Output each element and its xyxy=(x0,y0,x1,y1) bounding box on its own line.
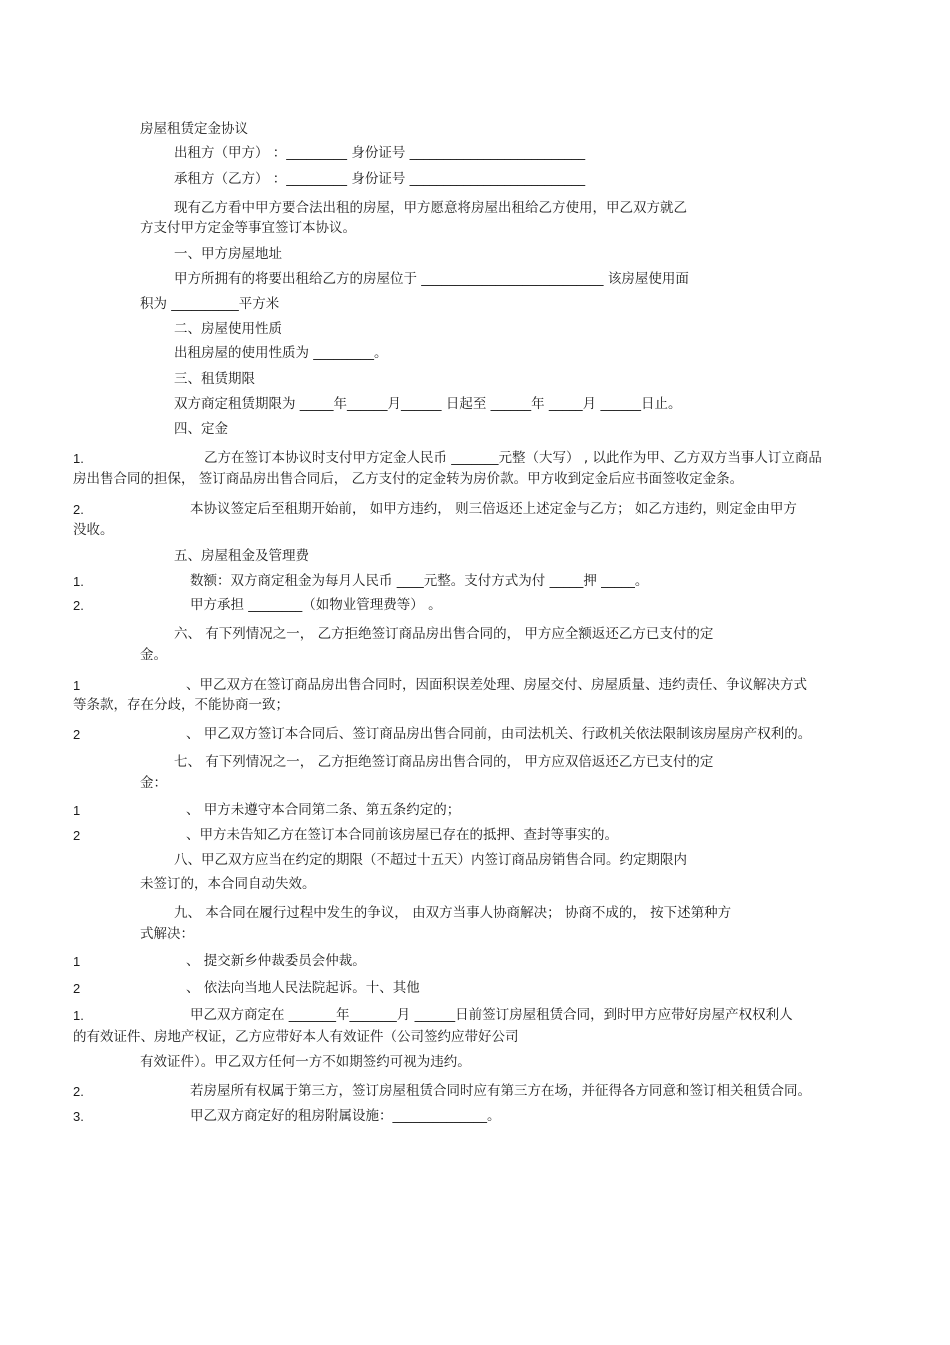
section-10-item-1-number: 1. xyxy=(73,1008,84,1023)
section-5-item-1-line-1: 数额：双方商定租金为每月人民币 ____元整。支付方式为付 _____押 _____。 xyxy=(190,573,649,589)
intro-line-2: 方支付甲方定金等事宜签订本协议。 xyxy=(140,220,356,236)
section-5-item-1-number: 1. xyxy=(73,574,84,589)
section-4-item-2-line-1: 本协议签定后至租期开始前， 如甲方违约， 则三倍返还上述定金与乙方； 如乙方违约，则定金由甲方 xyxy=(190,501,797,517)
section-4-item-1-line-2: 房出售合同的担保， 签订商品房出售合同后， 乙方支付的定金转为房价款。甲方收到定金后应书面签收定金条。 xyxy=(73,471,744,487)
section-10-item-1-line-2: 的有效证件、房地产权证，乙方应带好本人有效证件（公司签约应带好公司 xyxy=(73,1029,519,1045)
section-6-title-line-1: 六、 有下列情况之一， 乙方拒绝签订商品房出售合同的， 甲方应全额返还乙方已支付的定 xyxy=(174,626,714,642)
section-6-title-line-2: 金。 xyxy=(140,647,167,663)
section-9-item-1-number: 1 xyxy=(73,954,81,969)
section-9-line-1: 九、 本合同在履行过程中发生的争议， 由双方当事人协商解决； 协商不成的， 按下述第种方 xyxy=(174,905,732,921)
section-9-item-2-number: 2 xyxy=(73,981,81,996)
section-10-item-2-number: 2. xyxy=(73,1084,84,1099)
section-4-item-1-number: 1. xyxy=(73,451,84,466)
section-9-item-2-line-1: 、 依法向当地人民法院起诉。十、其他 xyxy=(186,980,420,996)
section-8-line-2: 未签订的，本合同自动失效。 xyxy=(140,876,316,892)
section-6-item-1-line-1: 、甲乙双方在签订商品房出售合同时，因面积误差处理、房屋交付、房屋质量、违约责任、争议解决方式 xyxy=(186,677,807,693)
section-7-item-2-number: 2 xyxy=(73,828,81,843)
section-10-item-1-line-3: 有效证件）。甲乙双方任何一方不如期签约可视为违约。 xyxy=(140,1054,471,1070)
section-1-title: 一、甲方房屋地址 xyxy=(174,246,282,262)
lessor-line: 出租方（甲方） ：_________ 身份证号 __________________________ xyxy=(174,145,586,161)
section-2-line-1: 出租房屋的使用性质为 _________。 xyxy=(174,345,388,361)
section-10-item-2-line-1: 若房屋所有权属于第三方，签订房屋租赁合同时应有第三方在场，并征得各方同意和签订相关租赁合同。 xyxy=(190,1083,811,1099)
section-4-title: 四、定金 xyxy=(174,421,228,437)
section-7-item-1-number: 1 xyxy=(73,803,81,818)
section-8-line-1: 八、甲乙双方应当在约定的期限（不超过十五天）内签订商品房销售合同。约定期限内 xyxy=(174,852,687,868)
section-7-title-line-1: 七、 有下列情况之一， 乙方拒绝签订商品房出售合同的， 甲方应双倍返还乙方已支付的定 xyxy=(174,754,714,770)
section-10-item-3-line-1: 甲乙双方商定好的租房附属设施：______________。 xyxy=(190,1108,501,1124)
section-7-title-line-2: 金： xyxy=(140,775,167,791)
section-5-item-2-number: 2. xyxy=(73,598,84,613)
section-6-item-2-number: 2 xyxy=(73,727,81,742)
section-5-title: 五、房屋租金及管理费 xyxy=(174,548,309,564)
section-3-line-1: 双方商定租赁期限为 _____年______月______ 日起至 ______年 _____月 ______日止。 xyxy=(174,396,682,412)
section-10-item-1-line-1: 甲乙双方商定在 _______年_______月 ______日前签订房屋租赁合同，到时甲方应带好房屋产权权利人 xyxy=(190,1007,793,1023)
section-5-item-2-line-1: 甲方承担 ________（如物业管理费等） 。 xyxy=(190,597,442,613)
section-4-item-2-number: 2. xyxy=(73,502,84,517)
section-7-item-2-line-1: 、甲方未告知乙方在签订本合同前该房屋已存在的抵押、查封等事实的。 xyxy=(186,827,618,843)
lessee-line: 承租方（乙方） ：_________ 身份证号 __________________________ xyxy=(174,171,586,187)
section-9-item-1-line-1: 、 提交新乡仲裁委员会仲裁。 xyxy=(186,953,366,969)
section-9-line-2: 式解决： xyxy=(140,926,194,942)
section-1-line-2: 积为 __________平方米 xyxy=(140,296,280,312)
section-1-line-1: 甲方所拥有的将要出租给乙方的房屋位于 ___________________________ 该房屋使用面 xyxy=(174,271,689,287)
section-4-item-1-line-1: 乙方在签订本协议时支付甲方定金人民币 _______元整（大写） , 以此作为甲、乙方双方当事人订立商品 xyxy=(204,450,822,466)
section-6-item-2-line-1: 、 甲乙双方签订本合同后、签订商品房出售合同前，由司法机关、行政机关依法限制该房屋房产权利的。 xyxy=(186,726,812,742)
section-4-item-2-line-2: 没收。 xyxy=(73,522,114,538)
section-6-item-1-line-2: 等条款，存在分歧，不能协商一致； xyxy=(73,697,289,713)
intro-line-1: 现有乙方看中甲方要合法出租的房屋，甲方愿意将房屋出租给乙方使用，甲乙双方就乙 xyxy=(174,200,687,216)
section-10-item-3-number: 3. xyxy=(73,1109,84,1124)
section-2-title: 二、房屋使用性质 xyxy=(174,321,282,337)
document-title: 房屋租赁定金协议 xyxy=(140,121,248,137)
section-3-title: 三、租赁期限 xyxy=(174,371,255,387)
section-6-item-1-number: 1 xyxy=(73,678,81,693)
section-7-item-1-line-1: 、 甲方未遵守本合同第二条、第五条约定的； xyxy=(186,802,461,818)
